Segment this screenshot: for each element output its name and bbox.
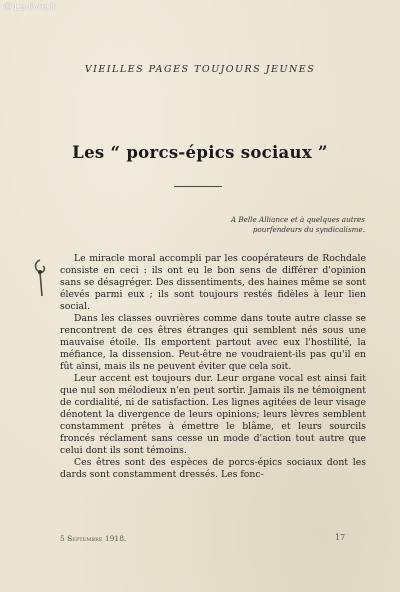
paragraph: Dans les classes ouvrières comme dans toute autre classe se rencontrent de ces êtres étranges qui semblent nés sous une mauvaise étoile. Ils emportent partout avec eux l'hostilité, la méfiance, la dissension. Peut-être ne voudraient-ils pas qu'il en fût ainsi, mais ils ne peuvent éviter que cela soit.: [60, 313, 366, 372]
paragraph: Le miracle moral accompli par les coopérateurs de Rochdale consiste en ceci : ils ont eu le bon sens de différer d'opinion sans se désagréger. Des dissentiments, des haines même se sont élevés parmi eux ; ils sont toujours restés fidèles à leur lien social.: [60, 253, 366, 312]
watermark: © Le-livre.fr: [4, 2, 56, 13]
footer-date: 5 Septembre 1918.: [60, 534, 127, 543]
article-body: [60, 253, 366, 481]
title-divider: [174, 186, 222, 187]
series-title: VIEILLES PAGES TOUJOURS JEUNES: [84, 64, 316, 75]
staple-pin-icon: [30, 258, 60, 298]
paragraph: Ces êtres sont des espèces de porcs-épics sociaux dont les dards sont constamment dressés. Les fonc-: [60, 457, 366, 480]
paragraph: Leur accent est toujours dur. Leur organe vocal est ainsi fait que nul son mélodieux n'en peut sortir. Jamais ils ne témoignent de cordialité, ni de satisfaction. Les lignes agitées de leur visage dénotent la divergence de leurs opinions; leurs lèvres semblent constamment prêtes à émettre le blâme, et leurs sourcils froncés réclament sans cesse un mode d'action tout autre que celui dont ils sont témoins.: [60, 373, 366, 456]
dedication: A Belle Alliance et à quelques autres pourfendeurs du syndicalisme.: [230, 215, 365, 234]
article-title: Les “ porcs-épics sociaux ”: [72, 143, 328, 162]
page-number: 17: [335, 533, 346, 542]
